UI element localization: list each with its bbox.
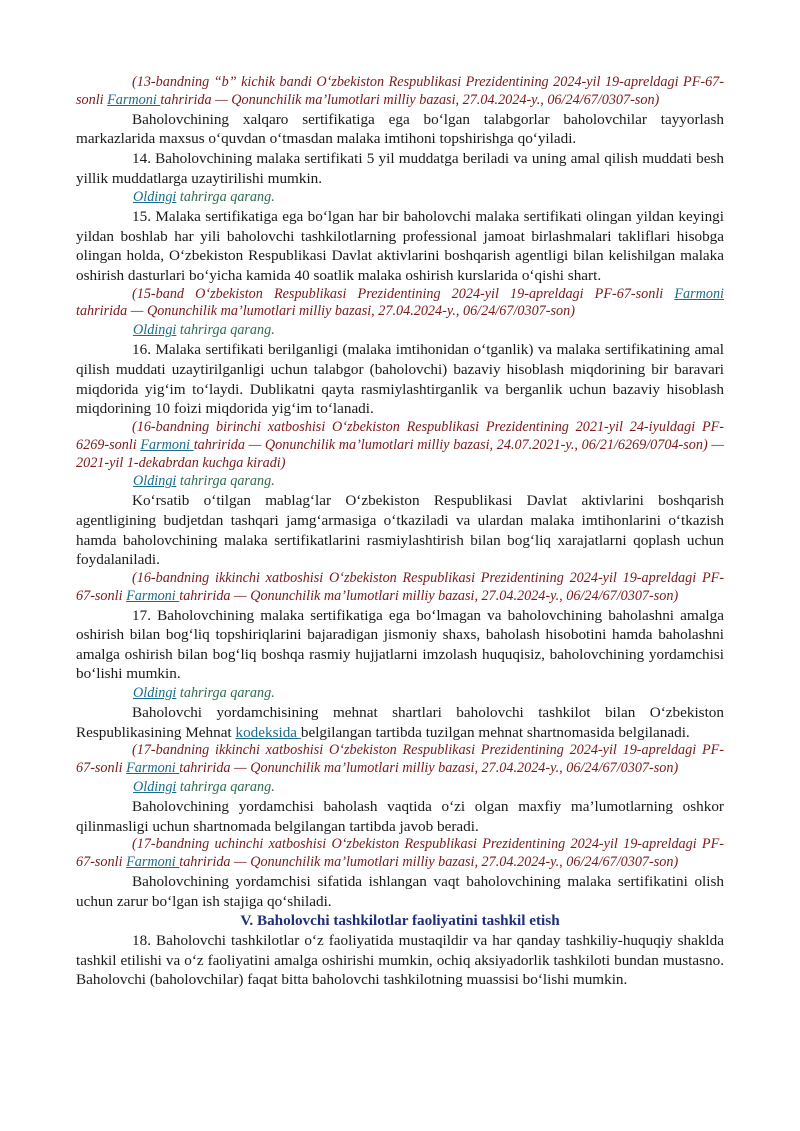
paragraph: Baholovchining xalqaro sertifikatiga ega bo‘lgan talabgorlar baholovchilar tayyorlash markazlarida maxsus o‘quvdan o‘tmasdan malaka imtihoni topshirishga qo‘yiladi.: [76, 110, 724, 148]
note-text: (15-band O‘zbekiston Respublikasi Prezidentining 2024-yil 19-apreldagi PF-67-sonli: [132, 285, 675, 302]
paragraph: Ko‘rsatib o‘tilgan mablag‘lar O‘zbekiston Respublikasi Davlat aktivlarini boshqarish agentligining budjetdan tashqari jamg‘armasiga o‘tkaziladi va ulardan malaka imtihonlarini o‘tkazish hamda baholovchining malaka sertifikatlarini rasmiylashtirish bilan bog‘liq xarajatlarni qoplash uchun foydalaniladi.: [76, 492, 724, 569]
previous-edition-ref: [76, 321, 724, 340]
note-text: tahririda — Qonunchilik ma’lumotlari milliy bazasi, 27.04.2024-y., 06/24/67/0307-son): [179, 760, 679, 777]
farmoni-link[interactable]: Farmoni: [107, 91, 161, 108]
kodeks-link[interactable]: kodeksida: [235, 723, 301, 741]
paragraph-text: belgilangan tartibda tuzilgan mehnat shartnomasida belgilanadi.: [300, 723, 690, 741]
previous-edition-ref: [76, 684, 724, 703]
ref-text: tahrirga qarang.: [176, 189, 275, 206]
note-text: tahririda — Qonunchilik ma’lumotlari milliy bazasi, 24.07.2021-y., 06/21/6269/0704-son) — 2021-yil 1-dekabrdan kuchga kiradi): [76, 436, 724, 471]
oldingi-link[interactable]: Oldingi: [133, 189, 177, 206]
farmoni-link[interactable]: Farmoni: [140, 436, 194, 453]
note-text: tahririda — Qonunchilik ma’lumotlari milliy bazasi, 27.04.2024-y., 06/24/67/0307-son): [160, 91, 660, 108]
amendment-note: [76, 419, 724, 473]
ref-text: tahrirga qarang.: [176, 779, 275, 796]
paragraph: 16. Malaka sertifikati berilganligi (malaka imtihonidan o‘tganlik) va malaka sertifikatining amal qilish muddati uzaytirilganligi uchun talabgor (baholovchi) bazaviy hisoblash miqdorining bir baravari miqdorida yig‘im to‘laydi. Dublikatni qayta rasmiylashtirganlik va berganlik uchun bazaviy hisoblash miqdorining 10 foizi miqdorida yig‘im to‘lanadi.: [76, 341, 724, 418]
oldingi-link[interactable]: Oldingi: [133, 473, 177, 490]
previous-edition-ref: [76, 472, 724, 491]
note-text: (17-bandning ikkinchi xatboshisi O‘zbekiston Respublikasi Prezidentining 2024-yil 19-apreldagi PF-67-sonli: [76, 742, 724, 777]
farmoni-link[interactable]: Farmoni: [126, 854, 180, 871]
note-text: tahririda — Qonunchilik ma’lumotlari milliy bazasi, 27.04.2024-y., 06/24/67/0307-son): [179, 587, 679, 604]
note-text: tahririda — Qonunchilik ma’lumotlari milliy bazasi, 27.04.2024-y., 06/24/67/0307-son): [179, 854, 679, 871]
amendment-note: [76, 836, 724, 872]
previous-edition-ref: [76, 778, 724, 797]
ref-text: tahrirga qarang.: [176, 685, 275, 702]
note-text: (13-bandning “b” kichik bandi O‘zbekiston Respublikasi Prezidentining 2024-yil 19-apreldagi PF-67-sonli: [76, 74, 724, 108]
paragraph-text: Baholovchi yordamchisining mehnat shartlari baholovchi tashkilot bilan O‘zbekiston Respublikasining Mehnat: [76, 704, 724, 741]
ref-text: tahrirga qarang.: [176, 473, 275, 490]
oldingi-link[interactable]: Oldingi: [133, 685, 177, 702]
farmoni-link[interactable]: Farmoni: [126, 587, 180, 604]
paragraph: 14. Baholovchining malaka sertifikati 5 yil muddatga beriladi va uning amal qilish muddati besh yillik muddatlarga uzaytirilishi mumkin.: [76, 150, 724, 187]
paragraph: 18. Baholovchi tashkilotlar o‘z faoliyatida mustaqildir va har qanday tashkiliy-huquqiy shaklda tashkil etilishi va o‘z faoliyatini amalga oshirishi mumkin, ochiq aksiyadorlik tashkiloti bundan mustasno. Baholovchi (baholovchilar) faqat bitta baholovchi tashkilotning muassisi bo‘lishi mumkin.: [76, 932, 724, 989]
amendment-note: [76, 286, 724, 322]
note-text: (16-bandning birinchi xatboshisi O‘zbekiston Respublikasi Prezidentining 2021-yil 24-iyuldagi PF-6269-sonli: [76, 418, 724, 453]
previous-edition-ref: [76, 188, 724, 207]
note-text: (16-bandning ikkinchi xatboshisi O‘zbekiston Respublikasi Prezidentining 2024-yil 19-apreldagi PF-67-sonli: [76, 569, 724, 604]
note-text: (17-bandning uchinchi xatboshisi O‘zbekiston Respublikasi Prezidentining 2024-yil 19-apreldagi PF-67-sonli: [76, 836, 724, 871]
oldingi-link[interactable]: Oldingi: [133, 779, 177, 796]
paragraph: Baholovchining yordamchisi sifatida ishlangan vaqt baholovchining malaka sertifikatini olish uchun zarur bo‘lgan ish stajiga qo‘shiladi.: [76, 873, 724, 910]
amendment-note: [76, 742, 724, 778]
paragraph: 17. Baholovchining malaka sertifikatiga ega bo‘lmagan va baholovchining baholashni amalga oshirish bilan bog‘liq topshiriqlarini bajaradigan jismoniy shaxs, baholash hisobotini hamda baholashni amalga oshirish bilan bog‘liq boshqa rasmiy hujjatlarni imzolash huquqisiz, baholovchining yordamchisi bo‘lishi mumkin.: [76, 606, 724, 683]
farmoni-link[interactable]: Farmoni: [126, 760, 180, 777]
amendment-note: [76, 74, 724, 110]
amendment-note: [76, 570, 724, 606]
farmoni-link[interactable]: Farmoni: [674, 285, 724, 302]
paragraph: [76, 703, 724, 742]
oldingi-link[interactable]: Oldingi: [133, 322, 177, 339]
section-heading: V. Baholovchi tashkilotlar faoliyatini tashkil etish: [240, 912, 560, 930]
ref-text: tahrirga qarang.: [176, 322, 275, 339]
paragraph: Baholovchining yordamchisi baholash vaqtida o‘zi olgan maxfiy ma’lumotlarning oshkor qilinmasligi uchun shartnomada belgilangan tartibda javob beradi.: [76, 798, 724, 835]
note-text: tahririda — Qonunchilik ma’lumotlari milliy bazasi, 27.04.2024-y., 06/24/67/0307-son): [76, 303, 575, 320]
paragraph: 15. Malaka sertifikatiga ega bo‘lgan har bir baholovchi malaka sertifikati olingan yildan keyingi yildan boshlab har yili baholovchi tashkilotlarning professional jamoat birlashmalari takliflari hisobga olingan holda, O‘zbekiston Respublikasi Davlat aktivlarini boshqarish agentligi bilan kelishilgan malaka oshirish dasturlari bo‘yicha kamida 40 soatlik malaka oshirish kurslarida o‘qishi shart.: [76, 208, 724, 284]
